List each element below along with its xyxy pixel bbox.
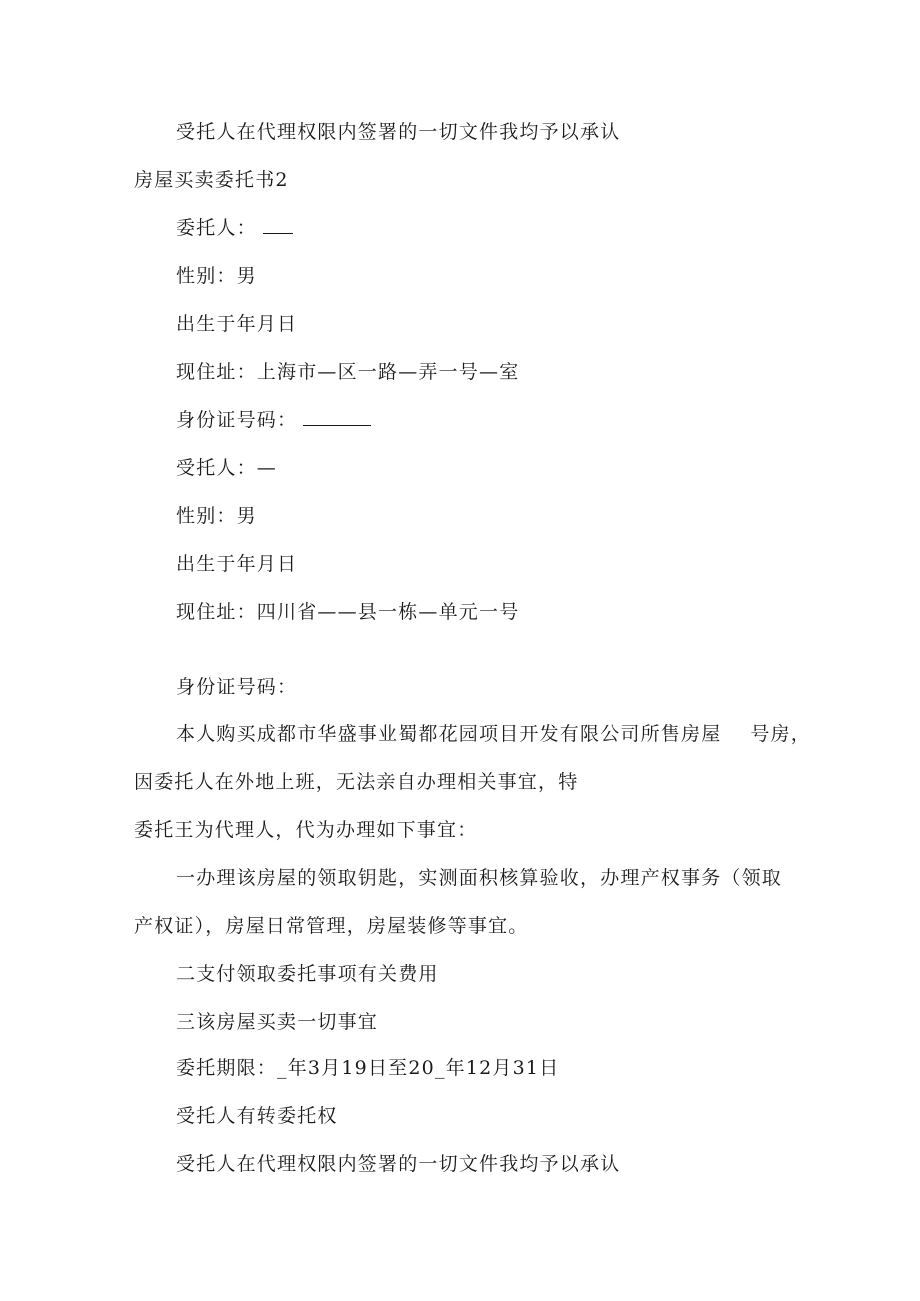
document-title (134, 168, 289, 192)
item-one-line-1 (176, 866, 782, 890)
text: 委托期限：_年3月19日至20_年12月31日 (176, 1057, 560, 1079)
text: 产权证），房屋日常管理，房屋装修等事宜。 (134, 915, 529, 937)
paragraph-acknowledgement-bottom (176, 1152, 620, 1176)
agent-birthdate (176, 552, 297, 576)
paragraph-acknowledgement-top (176, 120, 620, 144)
principal-name-field (176, 216, 293, 240)
blank-underline (303, 409, 371, 426)
principal-gender (176, 264, 257, 288)
text: 性别：男 (176, 265, 257, 287)
principal-address (176, 360, 519, 384)
entrustment-period (176, 1056, 559, 1080)
text: 受托人在代理权限内签署的一切文件我均予以承认 (176, 1153, 621, 1175)
text: 受托人有转委托权 (176, 1105, 338, 1127)
item-two (176, 962, 439, 986)
text: 性别：男 (176, 505, 257, 527)
text: 一办理该房屋的领取钥匙，实测面积核算验收，办理产权事务（领取 (176, 867, 783, 889)
agent-gender (176, 504, 257, 528)
label: 委托人： (176, 217, 257, 239)
label: 身份证号码： (176, 409, 298, 431)
text: 出生于年月日 (176, 553, 298, 575)
text: 三该房屋买卖一切事宜 (176, 1011, 379, 1033)
paragraph-appointment (134, 818, 477, 842)
item-one-line-2 (134, 914, 529, 938)
blank-underline (263, 217, 293, 234)
agent-name (176, 456, 277, 480)
text: 本人购买成都市华盛事业蜀都花园项目开发有限公司所售房屋 号房， (176, 723, 811, 745)
principal-birthdate (176, 312, 297, 336)
text: 身份证号码： (176, 676, 298, 698)
agent-address (176, 600, 519, 624)
item-three (176, 1010, 378, 1034)
text: 现住址：上海市—区一路—弄一号—室 (176, 361, 520, 383)
text: 出生于年月日 (176, 313, 298, 335)
sub-delegation-right (176, 1104, 338, 1128)
text: 二支付领取委托事项有关费用 (176, 963, 439, 985)
text: 委托王为代理人，代为办理如下事宜： (134, 819, 478, 841)
principal-id-field (176, 408, 371, 432)
agent-id-field (176, 675, 297, 699)
text: 现住址：四川省——县一栋—单元一号 (176, 601, 520, 623)
text: 受托人在代理权限内签署的一切文件我均予以承认 (176, 121, 621, 143)
text: 房屋买卖委托书2 (134, 169, 289, 191)
text: 受托人：— (176, 457, 278, 479)
paragraph-reason (134, 770, 578, 794)
text: 因委托人在外地上班，无法亲自办理相关事宜，特 (134, 771, 579, 793)
paragraph-purchase (176, 722, 811, 746)
